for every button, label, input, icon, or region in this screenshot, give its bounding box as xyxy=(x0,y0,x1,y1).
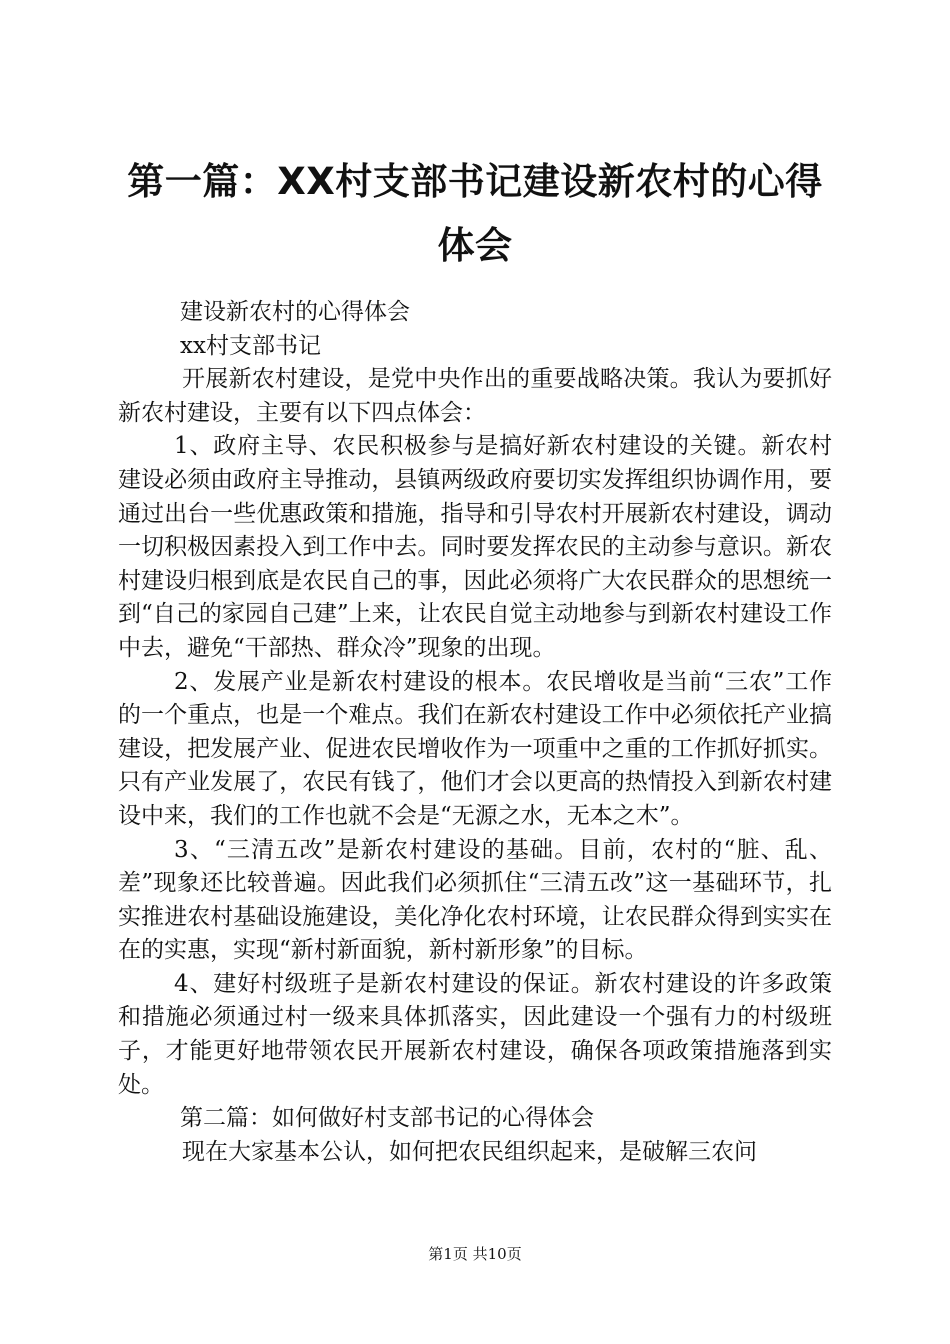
intro-paragraph: 开展新农村建设，是党中央作出的重要战略决策。我认为要抓好新农村建设，主要有以下四点体会： xyxy=(118,366,832,426)
section2-heading: 第二篇：如何做好村支部书记的心得体会 xyxy=(180,1105,594,1132)
document-title: 第一篇：XX村支部书记建设新农村的心得体会 xyxy=(127,160,823,267)
point-4-paragraph: 4、建好村级班子是新农村建设的保证。新农村建设的许多政策和措施必须通过村一级来具体抓落实，因此建设一个强有力的村级班子，才能更好地带领农民开展新农村建设，确保各项政策措施落到实处。 xyxy=(118,970,832,1098)
point-1-paragraph: 1、政府主导、农民积极参与是搞好新农村建设的关键。新农村建设必须由政府主导推动，县镇两级政府要切实发挥组织协调作用，要通过出台一些优惠政策和措施，指导和引导农村开展新农村建设，调动一切积极因素投入到工作中去。同时要发挥农民的主动参与意识。新农村建设归根到底是农民自己的事，因此必须将广大农民群众的思想统一到“自己的家园自己建”上来，让农民自觉主动地参与到新农村建设工作中去，避免“干部热、群众冷”现象的出现。 xyxy=(118,433,832,661)
page-footer: 第1页 共10页 xyxy=(428,1245,522,1263)
document-body xyxy=(118,296,832,1169)
point-3-paragraph: 3、“三清五改”是新农村建设的基础。目前，农村的“脏、乱、差”现象还比较普遍。因此我们必须抓住“三清五改”这一基础环节，扎实推进农村基础设施建设，美化净化农村环境，让农民群众得到实实在在的实惠，实现“新村新面貌，新村新形象”的目标。 xyxy=(118,836,832,964)
author-line: xx村支部书记 xyxy=(180,332,321,359)
point-2-paragraph: 2、发展产业是新农村建设的根本。农民增收是当前“三农”工作的一个重点，也是一个难点。我们在新农村建设工作中必须依托产业搞建设，把发展产业、促进农民增收作为一项重中之重的工作抓好抓实。只有产业发展了，农民有钱了，他们才会以更高的热情投入到新农村建设中来，我们的工作也就不会是“无源之水，无本之木”。 xyxy=(118,668,832,829)
subtitle-line: 建设新农村的心得体会 xyxy=(180,299,410,325)
section2-first-line: 现在大家基本公认，如何把农民组织起来，是破解三农问 xyxy=(182,1138,757,1165)
